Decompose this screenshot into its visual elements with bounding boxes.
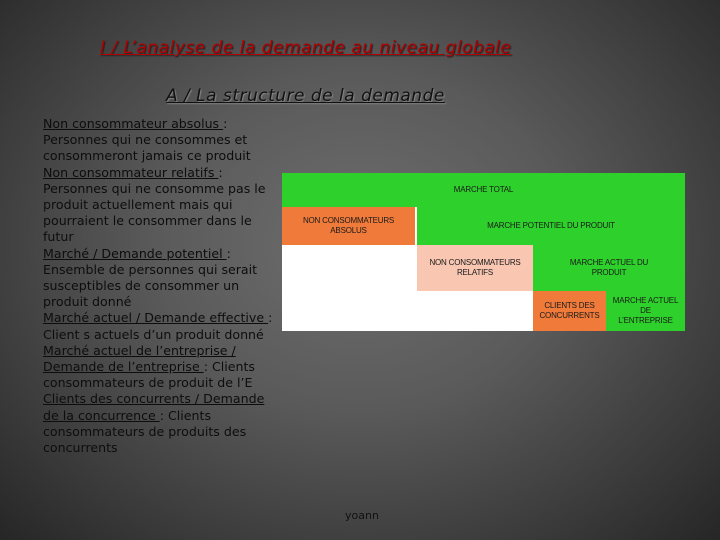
- non-conso-absolus-cell: NON CONSOMMATEURS ABSOLUS: [282, 207, 415, 245]
- slide-title: I / L’analyse de la demande au niveau globale: [100, 38, 512, 58]
- definition-marche-potentiel: Marché / Demande potentiel : Ensemble de personnes qui serait susceptibles de consommer un produit donné: [43, 245, 258, 310]
- definition-marche-entreprise: Marché actuel de l’entreprise / Demande de l’entreprise : Clients consommateurs de produit de l’E: [43, 342, 255, 391]
- definition-clients-concurrents: Clients des concurrents / Demande de la concurrence : Clients consommateurs de produits des concurrents: [43, 391, 265, 456]
- market-structure-diagram: [282, 173, 685, 331]
- definition-non-conso-relatifs: Non consommateur relatifs : Personnes qui ne consomme pas le produit actuellement mais qui pourraient le consommer dans le futur: [43, 164, 266, 245]
- footer-author: yoann: [345, 509, 379, 522]
- marche-potentiel-cell: MARCHE POTENTIEL DU PRODUIT: [417, 207, 685, 245]
- non-conso-relatifs-cell: NON CONSOMMATEURS RELATIFS: [417, 245, 533, 291]
- marche-actuel-cell: MARCHE ACTUEL DU PRODUIT: [533, 245, 685, 291]
- marche-entreprise-cell: MARCHE ACTUEL DE L’ENTREPRISE: [606, 291, 685, 331]
- definition-marche-actuel: Marché actuel / Demande effective : Client s actuels d’un produit donné: [43, 310, 273, 342]
- definition-non-conso-absolus: Non consommateur absolus : Personnes qui ne consommes et consommeront jamais ce produit: [43, 116, 251, 164]
- marche-total-cell: MARCHE TOTAL: [282, 173, 685, 207]
- clients-concurrents-cell: CLIENTS DES CONCURRENTS: [533, 291, 606, 331]
- definitions-text: [43, 116, 275, 456]
- slide-subtitle: A / La structure de la demande: [166, 86, 445, 106]
